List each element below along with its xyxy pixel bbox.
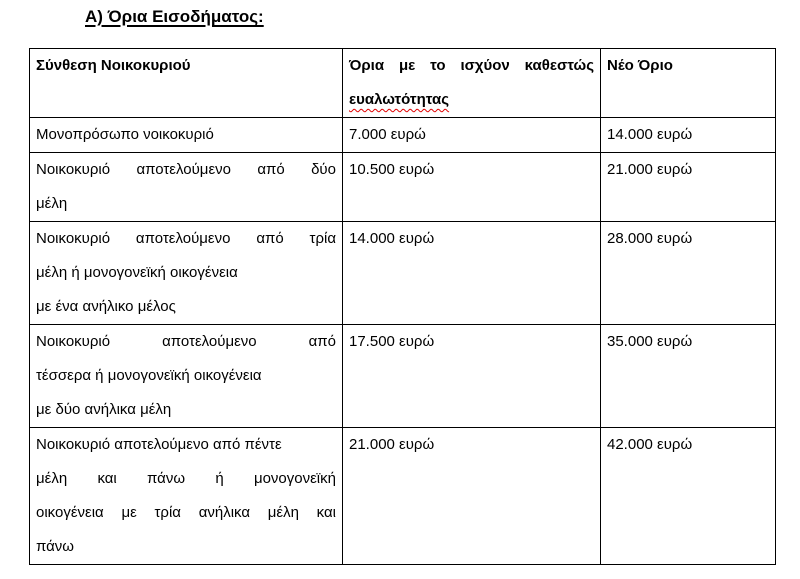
cell-line: πάνω [36,538,75,555]
word: ανήλικα [198,504,251,521]
word: Όρια [349,57,385,74]
table-row [30,325,776,428]
cell-line [349,83,594,117]
word: καθεστώς [524,57,594,74]
word: μονογονεϊκή [253,470,336,487]
word: μέλη [36,470,68,487]
current-limit-cell [343,222,601,325]
cell-line: 7.000 ευρώ [349,126,426,143]
word: πάνω [147,470,186,487]
new-limit-cell [601,428,776,565]
word: Νοικοκυριό [36,161,111,178]
table-row [30,118,776,153]
word: Νοικοκυριό [36,333,111,350]
cell-line: μέλη [36,195,68,212]
cell-line [36,325,336,359]
page-title: Α) Όρια Εισοδήματος: [85,7,264,26]
word: αποτελούμενο [135,230,231,247]
cell-line: 14.000 ευρώ [349,230,435,247]
spellcheck-flagged-word: ευαλωτότητας [349,91,450,108]
cell-line: 21.000 ευρώ [607,161,693,178]
word: δύο [311,161,336,178]
cell-line: 28.000 ευρώ [607,230,693,247]
header-cell-current-limit [343,49,601,118]
word: και [97,470,117,487]
word: μέλη [267,504,299,521]
word: και [316,504,336,521]
new-limit-cell [601,118,776,153]
cell-line: Μονοπρόσωπο νοικοκυριό [36,126,214,143]
household-composition-cell [30,222,343,325]
word: οικογένεια [36,504,104,521]
current-limit-cell [343,118,601,153]
current-limit-cell [343,428,601,565]
household-composition-cell [30,428,343,565]
word: ή [215,470,224,487]
table-header-row [30,49,776,118]
word: με [398,57,416,74]
cell-line: Νοικοκυριό αποτελούμενο από πέντε [36,436,282,453]
cell-line [349,49,594,83]
cell-line [36,462,336,496]
cell-line: 10.500 ευρώ [349,161,435,178]
current-limit-cell [343,153,601,222]
new-limit-cell [601,153,776,222]
cell-line: Νέο Όριο [607,57,673,74]
household-composition-cell [30,325,343,428]
word: από [256,230,284,247]
table-row [30,153,776,222]
cell-line [36,222,336,256]
word: από [308,333,336,350]
word: ισχύον [460,57,510,74]
household-composition-cell [30,118,343,153]
cell-line: μέλη ή μονογονεϊκή οικογένεια [36,264,238,281]
income-limits-table [29,48,776,565]
table-row [30,222,776,325]
cell-line: τέσσερα ή μονογονεϊκή οικογένεια [36,367,262,384]
cell-line [36,153,336,187]
cell-line: 35.000 ευρώ [607,333,693,350]
word: το [430,57,446,74]
current-limit-cell [343,325,601,428]
word: αποτελούμενο [136,161,231,178]
cell-line: με δύο ανήλικα μέλη [36,401,172,418]
new-limit-cell [601,325,776,428]
household-composition-cell [30,153,343,222]
word: με [121,504,137,521]
word: από [257,161,285,178]
cell-line: 21.000 ευρώ [349,436,435,453]
cell-line: 17.500 ευρώ [349,333,435,350]
cell-line: 42.000 ευρώ [607,436,693,453]
cell-line: με ένα ανήλικο μέλος [36,298,176,315]
header-cell-new-limit [601,49,776,118]
word: τρία [309,230,336,247]
word: αποτελούμενο [162,333,257,350]
cell-line [36,496,336,530]
word: τρία [154,504,181,521]
new-limit-cell [601,222,776,325]
header-cell-household-composition [30,49,343,118]
word: Νοικοκυριό [36,230,111,247]
table-row [30,428,776,565]
cell-line: Σύνθεση Νοικοκυριού [36,57,191,74]
cell-line: 14.000 ευρώ [607,126,693,143]
